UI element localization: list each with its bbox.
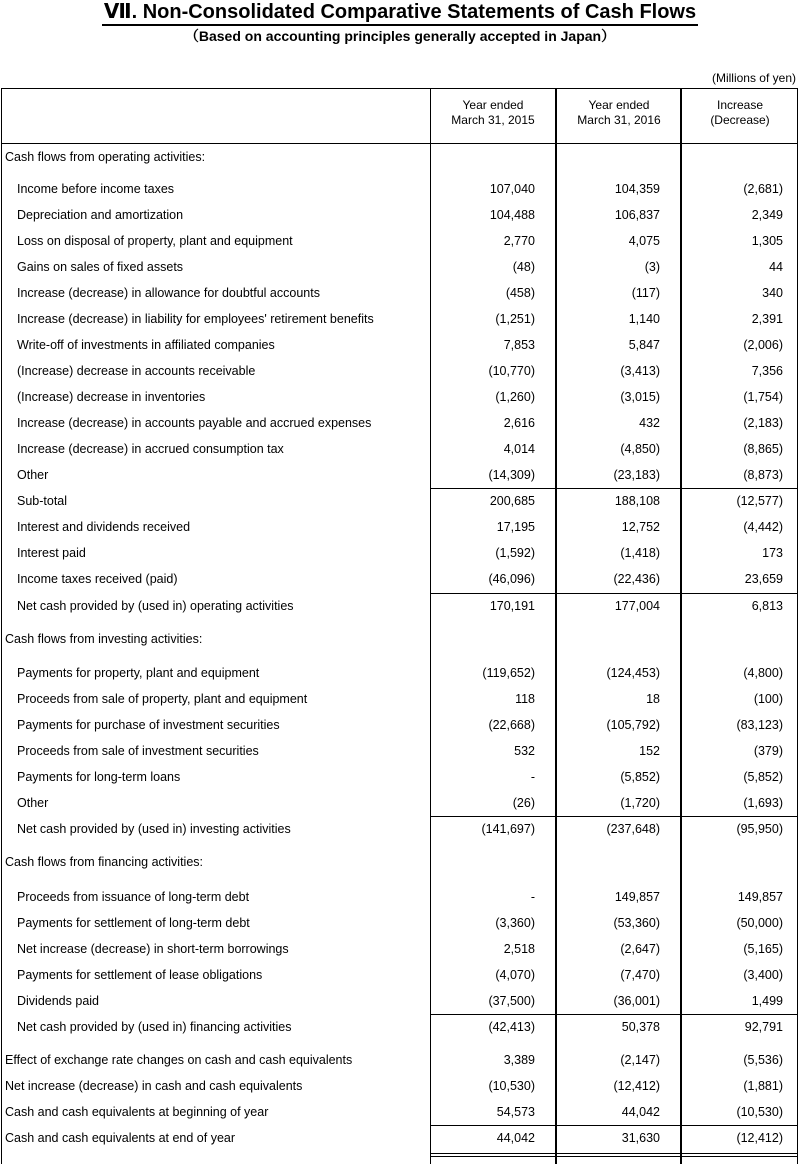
table-row	[0, 816, 800, 842]
value-fy2015: 2,518	[503, 942, 535, 956]
table-row	[0, 884, 800, 910]
table-row	[0, 462, 800, 488]
value-change: (50,000)	[736, 916, 783, 930]
table-row	[0, 306, 800, 332]
value-fy2016: (3,413)	[620, 364, 660, 378]
value-fy2015: 2,616	[503, 416, 535, 430]
value-fy2016: 188,108	[614, 494, 660, 508]
value-fy2016: (117)	[631, 286, 660, 300]
table-row	[0, 1014, 800, 1040]
value-fy2016: (124,453)	[606, 666, 660, 680]
row-label: Proceeds from sale of investment securities	[17, 744, 259, 758]
value-change: 6,813	[751, 599, 783, 613]
row-label: Effect of exchange rate changes on cash and cash equivalents	[5, 1053, 353, 1067]
table-row	[0, 358, 800, 384]
value-change: 2,349	[751, 208, 783, 222]
value-change: 1,305	[751, 234, 783, 248]
value-fy2016: (36,001)	[613, 994, 660, 1008]
value-fy2016: (5,852)	[620, 770, 660, 784]
value-fy2016: 5,847	[628, 338, 660, 352]
value-fy2015: 4,014	[503, 442, 535, 456]
value-change: 23,659	[744, 572, 783, 586]
row-label: Dividends paid	[17, 994, 99, 1008]
row-label: Net increase (decrease) in short-term borrowings	[17, 942, 289, 956]
value-fy2016: 31,630	[621, 1131, 660, 1145]
value-change: 7,356	[751, 364, 783, 378]
value-change: (1,754)	[743, 390, 783, 404]
row-label: Cash and cash equivalents at beginning of year	[5, 1105, 269, 1119]
value-change: (95,950)	[736, 822, 783, 836]
value-fy2015: (458)	[505, 286, 535, 300]
value-change: (1,693)	[743, 796, 783, 810]
table-row	[0, 738, 800, 764]
value-fy2015: (22,668)	[488, 718, 535, 732]
row-label: Increase (decrease) in accounts payable and accrued expenses	[17, 416, 372, 430]
value-fy2016: 4,075	[628, 234, 660, 248]
row-label: Cash flows from investing activities:	[5, 632, 203, 646]
row-label: Net increase (decrease) in cash and cash equivalents	[5, 1079, 303, 1093]
table-row	[0, 686, 800, 712]
table-row	[0, 764, 800, 790]
value-fy2016: (53,360)	[613, 916, 660, 930]
total-rule	[430, 816, 798, 817]
row-label: Payments for purchase of investment securities	[17, 718, 280, 732]
value-fy2016: (2,647)	[620, 942, 660, 956]
unit-label: (Millions of yen)	[711, 71, 796, 85]
row-label: Gains on sales of fixed assets	[17, 260, 184, 274]
value-change: (3,400)	[743, 968, 783, 982]
table-row	[0, 514, 800, 540]
value-fy2015: 200,685	[489, 494, 535, 508]
table-row	[0, 910, 800, 936]
row-label: Proceeds from sale of property, plant and equipment	[17, 692, 308, 706]
value-fy2015: (10,770)	[488, 364, 535, 378]
row-label: Write-off of investments in affiliated companies	[17, 338, 275, 352]
double-underline	[430, 1153, 798, 1154]
row-label: (Increase) decrease in accounts receivable	[17, 364, 256, 378]
value-change: (5,852)	[743, 770, 783, 784]
value-change: (4,800)	[743, 666, 783, 680]
table-row	[0, 254, 800, 280]
table-row	[0, 962, 800, 988]
table-row	[0, 228, 800, 254]
row-label: Other	[17, 796, 49, 810]
value-fy2016: (7,470)	[620, 968, 660, 982]
table-row	[0, 790, 800, 816]
value-fy2015: 17,195	[496, 520, 535, 534]
value-fy2015: (4,070)	[495, 968, 535, 982]
table-row	[0, 1073, 800, 1099]
table-row	[0, 660, 800, 686]
table-row	[0, 410, 800, 436]
column-header-change: Increase (Decrease)	[710, 98, 770, 127]
row-label: Increase (decrease) in allowance for doubtful accounts	[17, 286, 320, 300]
row-label: Payments for settlement of lease obligations	[17, 968, 263, 982]
value-fy2015: (1,251)	[495, 312, 535, 326]
value-change: (12,412)	[736, 1131, 783, 1145]
value-fy2015: 7,853	[503, 338, 535, 352]
value-change: 2,391	[751, 312, 783, 326]
table-row	[0, 436, 800, 462]
row-label: Cash and cash equivalents at end of year	[5, 1131, 236, 1145]
value-fy2016: 18	[646, 692, 660, 706]
table-row	[0, 1099, 800, 1125]
value-change: (5,165)	[743, 942, 783, 956]
value-change: (5,536)	[743, 1053, 783, 1067]
value-fy2015: (1,592)	[495, 546, 535, 560]
page-subtitle: （Based on accounting principles generally accepted in Japan）	[184, 28, 616, 44]
value-fy2015: (10,530)	[488, 1079, 535, 1093]
row-label: Loss on disposal of property, plant and equipment	[17, 234, 293, 248]
value-fy2016: (23,183)	[613, 468, 660, 482]
value-fy2016: 106,837	[614, 208, 660, 222]
value-fy2016: 12,752	[621, 520, 660, 534]
value-fy2015: (14,309)	[488, 468, 535, 482]
value-change: (379)	[753, 744, 783, 758]
value-change: 44	[769, 260, 783, 274]
table-row	[0, 280, 800, 306]
value-change: (1,881)	[743, 1079, 783, 1093]
row-label: Payments for long-term loans	[17, 770, 181, 784]
row-label: Net cash provided by (used in) financing activities	[17, 1020, 292, 1034]
value-fy2015: (119,652)	[482, 666, 535, 680]
row-label: Payments for property, plant and equipment	[17, 666, 260, 680]
table-row	[0, 332, 800, 358]
total-rule	[430, 593, 798, 594]
value-fy2015: (141,697)	[481, 822, 535, 836]
value-fy2016: (1,418)	[620, 546, 660, 560]
row-label: Cash flows from financing activities:	[5, 855, 203, 869]
row-label: (Increase) decrease in inventories	[17, 390, 206, 404]
value-fy2015: 104,488	[489, 208, 535, 222]
section-heading	[0, 626, 800, 652]
value-fy2015: (48)	[512, 260, 535, 274]
value-fy2015: 170,191	[489, 599, 535, 613]
table-row	[0, 384, 800, 410]
value-fy2015: 54,573	[496, 1105, 535, 1119]
value-change: 92,791	[744, 1020, 783, 1034]
value-fy2016: (1,720)	[620, 796, 660, 810]
value-fy2015: 44,042	[496, 1131, 535, 1145]
value-fy2016: (4,850)	[620, 442, 660, 456]
value-change: (83,123)	[736, 718, 783, 732]
table-row	[0, 202, 800, 228]
row-label: Net cash provided by (used in) operating activities	[17, 599, 294, 613]
value-fy2016: (3,015)	[620, 390, 660, 404]
table-row	[0, 488, 800, 514]
value-change: 173	[762, 546, 783, 560]
value-change: (12,577)	[736, 494, 783, 508]
value-fy2016: 149,857	[614, 890, 660, 904]
table-row	[0, 176, 800, 202]
row-label: Other	[17, 468, 49, 482]
subtotal-rule	[430, 488, 798, 489]
value-change: (8,873)	[743, 468, 783, 482]
value-fy2015: 3,389	[503, 1053, 535, 1067]
table-row	[0, 1047, 800, 1073]
row-label: Interest and dividends received	[17, 520, 191, 534]
value-change: (2,183)	[743, 416, 783, 430]
value-change: 1,499	[751, 994, 783, 1008]
value-fy2015: (42,413)	[488, 1020, 535, 1034]
value-fy2015: (26)	[512, 796, 535, 810]
table-row	[0, 1125, 800, 1151]
value-fy2016: (22,436)	[613, 572, 660, 586]
value-fy2015: (3,360)	[495, 916, 535, 930]
row-label: Proceeds from issuance of long-term debt	[17, 890, 250, 904]
table-row	[0, 712, 800, 738]
value-change: (10,530)	[736, 1105, 783, 1119]
value-fy2016: 152	[639, 744, 660, 758]
row-label: Sub-total	[17, 494, 68, 508]
value-fy2016: (237,648)	[606, 822, 660, 836]
value-fy2016: 44,042	[621, 1105, 660, 1119]
table-row	[0, 593, 800, 619]
row-label: Increase (decrease) in liability for employees' retirement benefits	[17, 312, 374, 326]
value-fy2015: -	[530, 770, 535, 784]
section-heading	[0, 144, 800, 170]
value-fy2016: 432	[639, 416, 660, 430]
value-fy2016: 1,140	[628, 312, 660, 326]
total-rule	[430, 1125, 798, 1126]
value-fy2016: (3)	[644, 260, 660, 274]
column-header-fy2015: Year ended March 31, 2015	[451, 98, 535, 127]
table-row	[0, 566, 800, 592]
value-fy2016: 104,359	[614, 182, 660, 196]
value-fy2015: (37,500)	[488, 994, 535, 1008]
page-title: Ⅶ. Non-Consolidated Comparative Statements of Cash Flows	[0, 0, 800, 24]
value-fy2016: (2,147)	[620, 1053, 660, 1067]
value-change: 149,857	[737, 890, 783, 904]
value-fy2015: (1,260)	[495, 390, 535, 404]
table-row	[0, 936, 800, 962]
value-change: (100)	[753, 692, 783, 706]
table-row	[0, 540, 800, 566]
column-header-fy2016: Year ended March 31, 2016	[577, 98, 661, 127]
value-change: 340	[762, 286, 783, 300]
value-change: (4,442)	[743, 520, 783, 534]
value-fy2015: 118	[515, 692, 535, 706]
value-fy2015: 532	[514, 744, 535, 758]
row-label: Net cash provided by (used in) investing activities	[17, 822, 291, 836]
value-fy2016: 50,378	[621, 1020, 660, 1034]
row-label: Interest paid	[17, 546, 86, 560]
row-label: Increase (decrease) in accrued consumption tax	[17, 442, 284, 456]
value-change: (2,006)	[743, 338, 783, 352]
double-underline	[430, 1156, 798, 1157]
value-fy2015: (46,096)	[488, 572, 535, 586]
row-label: Income taxes received (paid)	[17, 572, 178, 586]
value-change: (2,681)	[743, 182, 783, 196]
row-label: Income before income taxes	[17, 182, 175, 196]
total-rule	[430, 1014, 798, 1015]
row-label: Depreciation and amortization	[17, 208, 184, 222]
value-change: (8,865)	[743, 442, 783, 456]
section-heading	[0, 849, 800, 875]
row-label: Cash flows from operating activities:	[5, 150, 206, 164]
value-fy2016: (105,792)	[606, 718, 660, 732]
value-fy2016: (12,412)	[613, 1079, 660, 1093]
value-fy2015: 2,770	[503, 234, 535, 248]
value-fy2015: 107,040	[489, 182, 535, 196]
table-row	[0, 988, 800, 1014]
row-label: Payments for settlement of long-term debt	[17, 916, 250, 930]
value-fy2015: -	[530, 890, 535, 904]
value-fy2016: 177,004	[614, 599, 660, 613]
